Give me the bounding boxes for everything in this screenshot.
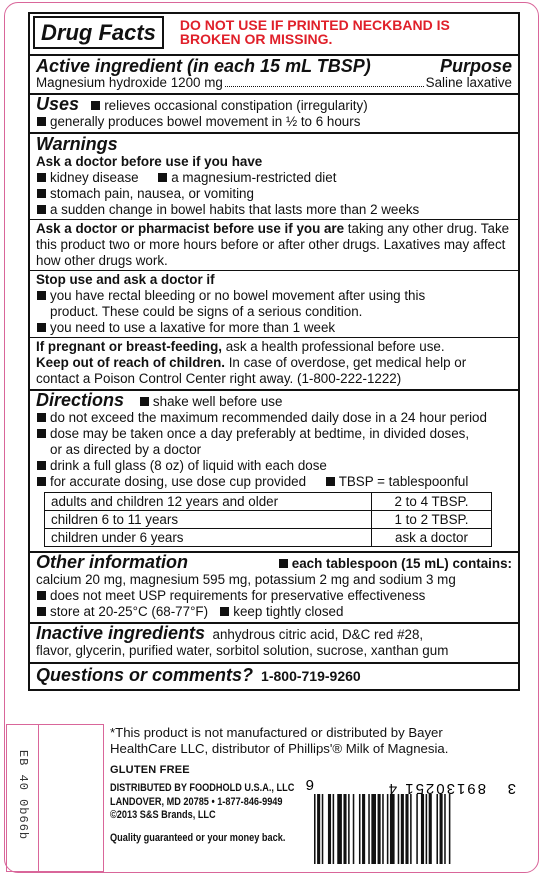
bullet-icon (91, 101, 100, 110)
barcode-bar (429, 794, 432, 864)
other-information-heading: Other information (36, 552, 188, 572)
barcode-bar (337, 794, 342, 864)
questions-phone: 1-800-719-9260 (261, 668, 361, 684)
other-item: does not meet USP requirements for preservative effectiveness (50, 588, 426, 603)
directions-item: shake well before use (152, 394, 283, 409)
upc-digit-first: 6 (305, 776, 314, 793)
distributor-address: LANDOVER, MD 20785 • 1-877-846-9949 (110, 795, 283, 808)
inactive-ingredients-text-continued: flavor, glycerin, purified water, sorbitol solution, sucrose, xanthan gum (36, 643, 449, 658)
dosage-table (44, 492, 492, 547)
barcode-bar (426, 794, 428, 864)
active-ingredient-heading: Active ingredient (in each 15 mL TBSP) (36, 56, 371, 76)
directions-item-continued: or as directed by a doctor (50, 442, 202, 457)
dosage-amount: ask a doctor (372, 529, 492, 547)
barcode-bar (348, 794, 350, 864)
bullet-icon (279, 559, 288, 568)
tablespoon-contains: each tablespoon (15 mL) contains: (291, 556, 512, 571)
inactive-ingredients-text: anhydrous citric acid, D&C red #28, (212, 627, 424, 642)
pregnant-bold: If pregnant or breast-feeding, (36, 339, 222, 354)
directions-item: do not exceed the maximum recommended daily dose in a 24 hour period (50, 410, 487, 425)
bullet-icon (37, 117, 46, 126)
barcode-bar (378, 794, 381, 864)
stop-use-heading: Stop use and ask a doctor if (36, 272, 215, 287)
warning-item: a sudden change in bowel habits that lasts more than 2 weeks (50, 202, 420, 217)
warning-item: kidney disease (50, 170, 139, 185)
bullet-icon (140, 397, 149, 406)
distributor-line: DISTRIBUTED BY FOODHOLD U.S.A., LLC (110, 782, 295, 794)
barcode-bar (405, 794, 408, 864)
directions-heading: Directions (36, 390, 125, 410)
purpose-heading: Purpose (439, 56, 512, 76)
distributor-info (110, 782, 299, 823)
children-text: In case of overdose, get medical help or contact a Poison Control Center right away. (1-800-222-1222) (36, 355, 467, 386)
quality-guarantee: Quality guaranteed or your money back. (110, 832, 286, 844)
directions-item: for accurate dosing, use dose cup provided (50, 474, 307, 489)
pharmacist-warning-bold: Ask a doctor or pharmacist before use if you are (36, 221, 345, 236)
copyright-line: ©2013 S&S Brands, LLC (110, 809, 216, 821)
bullet-icon (37, 477, 46, 486)
barcode-bar (390, 794, 395, 864)
lot-code-blank (38, 724, 104, 872)
dot-leader (225, 86, 424, 87)
drug-facts-header (30, 14, 518, 54)
barcode-bar (328, 794, 331, 864)
inactive-ingredients-section (30, 622, 518, 662)
barcode-bar (421, 794, 424, 864)
active-ingredient-purpose: Saline laxative (425, 75, 512, 90)
other-item: store at 20-25°C (68-77°F) (50, 604, 209, 619)
stop-item-continued: product. These could be signs of a serious condition. (50, 304, 363, 319)
disclaimer-note: *This product is not manufactured or distributed by Bayer HealthCare LLC, distributor of Phillips'® Milk of Magnesia. (110, 725, 449, 756)
other-information-section (30, 551, 518, 622)
pregnancy-children-warning (30, 337, 518, 389)
dosage-group: adults and children 12 years and older (45, 493, 372, 511)
table-row (45, 529, 492, 547)
barcode-bar (322, 794, 324, 864)
barcode-bars (314, 794, 450, 864)
dosage-group: children under 6 years (45, 529, 372, 547)
directions-section (30, 389, 518, 551)
dosage-amount: 1 to 2 TBSP. (372, 511, 492, 529)
questions-heading: Questions or comments? (36, 665, 254, 685)
uses-section (30, 93, 518, 132)
other-item: keep tightly closed (233, 604, 344, 619)
bullet-icon (220, 607, 229, 616)
use-item: generally produces bowel movement in ½ to 6 hours (50, 114, 361, 129)
stop-item: you need to use a laxative for more than 1 week (50, 320, 336, 335)
bullet-icon (37, 591, 46, 600)
uses-heading: Uses (36, 94, 80, 114)
bullet-icon (37, 291, 46, 300)
bullet-icon (37, 413, 46, 422)
active-ingredient-name: Magnesium hydroxide 1200 mg (36, 75, 223, 90)
mineral-content: calcium 20 mg, magnesium 595 mg, potassium 2 mg and sodium 3 mg (36, 572, 456, 587)
bullet-icon (37, 173, 46, 182)
barcode-bar (449, 794, 451, 864)
barcode-bar (444, 794, 446, 864)
inactive-ingredients-heading: Inactive ingredients (36, 623, 206, 643)
dosage-amount: 2 to 4 TBSP. (372, 493, 492, 511)
bullet-icon (326, 477, 335, 486)
barcode-bar (440, 794, 443, 864)
warning-item: a magnesium-restricted diet (171, 170, 337, 185)
dosage-group: children 6 to 11 years (45, 511, 372, 529)
drug-facts-title-box (33, 16, 164, 49)
warnings-section (30, 132, 518, 219)
upc-barcode (300, 776, 518, 866)
warnings-heading: Warnings (36, 134, 118, 154)
barcode-bar (359, 794, 361, 864)
barcode-bar (382, 794, 384, 864)
pharmacist-warning-text: taking any other drug. Take this product two or more hours before or after other drugs. Laxatives may affect how other drugs work. (36, 221, 510, 268)
lot-code: EB 40 0b66b (16, 749, 31, 841)
directions-item: dose may be taken once a day preferably at bedtime, in divided doses, (50, 426, 470, 441)
barcode-bar (343, 794, 346, 864)
neckband-warning: DO NOT USE IF PRINTED NECKBAND IS BROKEN OR MISSING. (179, 17, 450, 47)
directions-item: drink a full glass (8 oz) of liquid with each dose (50, 458, 327, 473)
barcode-bar (371, 794, 376, 864)
ask-doctor-heading: Ask a doctor before use if you have (36, 154, 263, 169)
bullet-icon (37, 323, 46, 332)
barcode-bar (317, 794, 320, 864)
table-row (45, 511, 492, 529)
stop-item: you have rectal bleeding or no bowel movement after using this (50, 288, 426, 303)
barcode-bar (436, 794, 438, 864)
barcode-bar (387, 794, 389, 864)
bullet-icon (158, 173, 167, 182)
drug-facts-panel (28, 12, 520, 691)
bullet-icon (37, 205, 46, 214)
table-row (45, 493, 492, 511)
barcode-bar (353, 794, 355, 864)
active-ingredient-section (30, 54, 518, 93)
bullet-icon (37, 429, 46, 438)
tbsp-definition: TBSP = tablespoonful (338, 474, 469, 489)
barcode-bar (368, 794, 370, 864)
barcode-bar (314, 794, 316, 864)
questions-section (30, 662, 518, 689)
barcode-bar (362, 794, 365, 864)
barcode-bar (333, 794, 335, 864)
barcode-bar (401, 794, 404, 864)
drug-facts-title: Drug Facts (41, 19, 156, 45)
use-item: relieves occasional constipation (irregularity) (104, 98, 368, 113)
bullet-icon (37, 607, 46, 616)
barcode-bar (398, 794, 400, 864)
pregnant-text: ask a health professional before use. (222, 339, 445, 354)
warning-item: stomach pain, nausea, or vomiting (50, 186, 254, 201)
bullet-icon (37, 189, 46, 198)
stop-use-section (30, 270, 518, 337)
pharmacist-warning (30, 219, 518, 270)
children-bold: Keep out of reach of children. (36, 355, 225, 370)
barcode-bar (416, 794, 418, 864)
upc-digit-last: 3 (507, 780, 516, 797)
barcode-bar (410, 794, 412, 864)
upc-digits-middle: 89130251 4 (386, 780, 486, 797)
bullet-icon (37, 461, 46, 470)
gluten-free-label: GLUTEN FREE (110, 764, 190, 776)
